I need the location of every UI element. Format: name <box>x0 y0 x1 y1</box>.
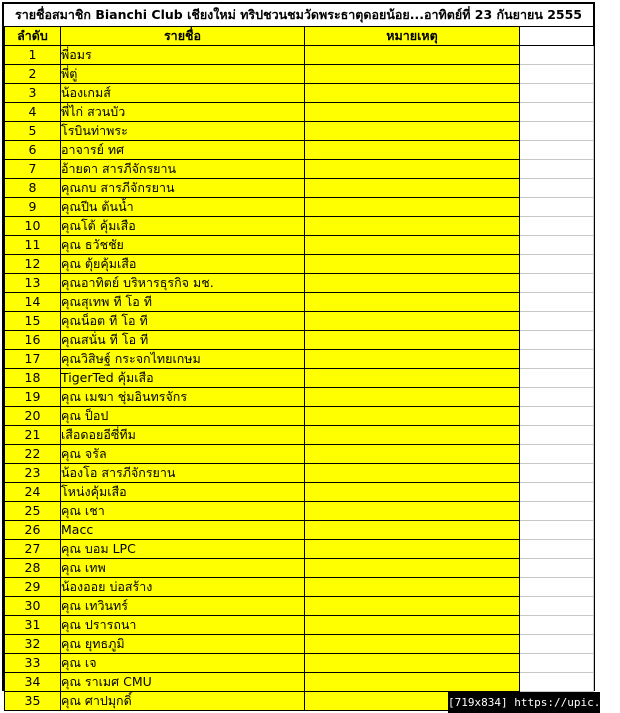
blank-cell <box>520 559 594 578</box>
row-number: 22 <box>5 445 61 464</box>
member-note <box>305 236 520 255</box>
table-row <box>5 236 594 255</box>
row-number: 24 <box>5 483 61 502</box>
member-note <box>305 141 520 160</box>
blank-cell <box>520 293 594 312</box>
table-row <box>5 141 594 160</box>
blank-cell <box>520 198 594 217</box>
table-row <box>5 578 594 597</box>
row-number: 17 <box>5 350 61 369</box>
blank-cell <box>520 350 594 369</box>
table-row <box>5 179 594 198</box>
table-row <box>5 483 594 502</box>
row-number: 28 <box>5 559 61 578</box>
member-name: คุณสุเทพ ที โอ ที <box>61 293 305 312</box>
member-name: โรบินท่าพระ <box>61 122 305 141</box>
member-name: พี่อมร <box>61 46 305 65</box>
table-row <box>5 103 594 122</box>
row-number: 11 <box>5 236 61 255</box>
row-number: 23 <box>5 464 61 483</box>
member-name: คุณ เชา <box>61 502 305 521</box>
member-name: Macc <box>61 521 305 540</box>
blank-cell <box>520 654 594 673</box>
row-number: 20 <box>5 407 61 426</box>
member-name: คุณวิสิษฐ์ กระจกไทยเกษม <box>61 350 305 369</box>
row-number: 3 <box>5 84 61 103</box>
blank-cell <box>520 502 594 521</box>
blank-cell <box>520 217 594 236</box>
blank-cell <box>520 331 594 350</box>
member-note <box>305 255 520 274</box>
member-name: อ้ายดา สารภีจักรยาน <box>61 160 305 179</box>
member-note <box>305 597 520 616</box>
table-row <box>5 255 594 274</box>
member-note <box>305 445 520 464</box>
member-name: คุณกบ สารภีจักรยาน <box>61 179 305 198</box>
member-name: TigerTed คุ้มเสือ <box>61 369 305 388</box>
row-number: 15 <box>5 312 61 331</box>
blank-cell <box>520 236 594 255</box>
blank-cell <box>520 274 594 293</box>
member-note <box>305 426 520 445</box>
member-note <box>305 369 520 388</box>
member-note <box>305 673 520 692</box>
member-name: คุณ ยุทธภูมิ <box>61 635 305 654</box>
member-name: คุณ ป็อป <box>61 407 305 426</box>
table-row <box>5 369 594 388</box>
table-row <box>5 635 594 654</box>
header-note: หมายเหตุ <box>305 27 520 46</box>
member-name: คุณ ตุ้ยคุ้มเสือ <box>61 255 305 274</box>
table-body <box>5 46 594 711</box>
member-note <box>305 293 520 312</box>
member-note <box>305 103 520 122</box>
member-note <box>305 122 520 141</box>
member-name: คุณ ธวัชชัย <box>61 236 305 255</box>
row-number: 6 <box>5 141 61 160</box>
member-note <box>305 331 520 350</box>
blank-cell <box>520 616 594 635</box>
member-note <box>305 654 520 673</box>
blank-cell <box>520 673 594 692</box>
table-row <box>5 160 594 179</box>
blank-cell <box>520 103 594 122</box>
member-note <box>305 559 520 578</box>
table-row <box>5 654 594 673</box>
member-note <box>305 179 520 198</box>
member-name: คุณ เทพ <box>61 559 305 578</box>
table-row <box>5 122 594 141</box>
blank-cell <box>520 388 594 407</box>
member-name: น้องเกมส์ <box>61 84 305 103</box>
member-name: อาจารย์ ทศ <box>61 141 305 160</box>
member-note <box>305 616 520 635</box>
blank-cell <box>520 426 594 445</box>
member-name: คุณ เมฆา ชุ่มอินทรจักร <box>61 388 305 407</box>
row-number: 10 <box>5 217 61 236</box>
table-row <box>5 274 594 293</box>
row-number: 19 <box>5 388 61 407</box>
table-row <box>5 388 594 407</box>
sheet-title: รายชื่อสมาชิก Bianchi Club เชียงใหม่ ทริปชวนชมวัดพระธาตุดอยน้อย...อาทิตย์ที่ 23 กันยายน 2555 <box>14 7 583 22</box>
row-number: 16 <box>5 331 61 350</box>
member-note <box>305 160 520 179</box>
row-number: 27 <box>5 540 61 559</box>
table-row <box>5 559 594 578</box>
member-note <box>305 312 520 331</box>
member-note <box>305 350 520 369</box>
member-note <box>305 635 520 654</box>
member-name: คุณน็อต ที โอ ที <box>61 312 305 331</box>
member-note <box>305 464 520 483</box>
blank-cell <box>520 445 594 464</box>
member-note <box>305 198 520 217</box>
row-number: 35 <box>5 692 61 711</box>
blank-cell <box>520 521 594 540</box>
row-number: 8 <box>5 179 61 198</box>
row-number: 31 <box>5 616 61 635</box>
table-row <box>5 84 594 103</box>
table-row <box>5 217 594 236</box>
member-note <box>305 217 520 236</box>
blank-cell <box>520 312 594 331</box>
member-note <box>305 407 520 426</box>
member-note <box>305 84 520 103</box>
member-name: คุณอาทิตย์ บริหารธุรกิจ มช. <box>61 274 305 293</box>
table-row <box>5 540 594 559</box>
row-number: 18 <box>5 369 61 388</box>
table-row <box>5 65 594 84</box>
blank-cell <box>520 407 594 426</box>
member-name: คุณ ปรารถนา <box>61 616 305 635</box>
member-note <box>305 65 520 84</box>
member-note <box>305 578 520 597</box>
table-row <box>5 198 594 217</box>
row-number: 29 <box>5 578 61 597</box>
member-name: คุณ ราเมศ CMU <box>61 673 305 692</box>
row-number: 4 <box>5 103 61 122</box>
table-row <box>5 46 594 65</box>
header-name: รายชื่อ <box>61 27 305 46</box>
table-row <box>5 464 594 483</box>
table-row <box>5 331 594 350</box>
row-number: 14 <box>5 293 61 312</box>
blank-cell <box>520 179 594 198</box>
member-table <box>4 26 594 711</box>
blank-cell <box>520 597 594 616</box>
member-note <box>305 483 520 502</box>
row-number: 26 <box>5 521 61 540</box>
table-row <box>5 597 594 616</box>
blank-cell <box>520 141 594 160</box>
table-row <box>5 445 594 464</box>
blank-cell <box>520 160 594 179</box>
member-name: น้องออย บ่อสร้าง <box>61 578 305 597</box>
blank-cell <box>520 369 594 388</box>
member-name: พี่ไก่ สวนบัว <box>61 103 305 122</box>
member-name: คุณ บอม LPC <box>61 540 305 559</box>
row-number: 25 <box>5 502 61 521</box>
member-name: เสือดอยอีซี่ทีม <box>61 426 305 445</box>
blank-cell <box>520 483 594 502</box>
row-number: 13 <box>5 274 61 293</box>
table-row <box>5 407 594 426</box>
row-number: 2 <box>5 65 61 84</box>
blank-cell <box>520 27 594 46</box>
blank-cell <box>520 635 594 654</box>
row-number: 32 <box>5 635 61 654</box>
member-note <box>305 274 520 293</box>
row-number: 12 <box>5 255 61 274</box>
member-note <box>305 388 520 407</box>
row-number: 7 <box>5 160 61 179</box>
blank-cell <box>520 540 594 559</box>
table-row <box>5 312 594 331</box>
member-note <box>305 540 520 559</box>
table-row <box>5 673 594 692</box>
blank-cell <box>520 84 594 103</box>
table-row <box>5 616 594 635</box>
table-row <box>5 426 594 445</box>
blank-cell <box>520 578 594 597</box>
header-row <box>5 27 594 46</box>
member-name: โหน่งคุ้มเสือ <box>61 483 305 502</box>
row-number: 30 <box>5 597 61 616</box>
member-note <box>305 521 520 540</box>
row-number: 9 <box>5 198 61 217</box>
member-name: คุณ เทวินทร์ <box>61 597 305 616</box>
member-name: พี่ตู่ <box>61 65 305 84</box>
member-name: คุณ เจ <box>61 654 305 673</box>
member-name: คุณ ศาปมุกดิ์ <box>61 692 305 711</box>
row-number: 33 <box>5 654 61 673</box>
blank-cell <box>520 65 594 84</box>
table-row <box>5 350 594 369</box>
table-row <box>5 521 594 540</box>
watermark: [719x834] https://upic.me/ <box>448 692 600 713</box>
row-number: 5 <box>5 122 61 141</box>
member-note <box>305 46 520 65</box>
blank-cell <box>520 464 594 483</box>
blank-cell <box>520 255 594 274</box>
member-name: น้องโอ สารภีจักรยาน <box>61 464 305 483</box>
member-name: คุณโต้ คุ้มเสือ <box>61 217 305 236</box>
row-number: 34 <box>5 673 61 692</box>
member-name: คุณสนั่น ที โอ ที <box>61 331 305 350</box>
member-note <box>305 502 520 521</box>
table-row <box>5 502 594 521</box>
table-row <box>5 293 594 312</box>
member-name: คุณ จรัล <box>61 445 305 464</box>
header-no: ลำดับ <box>5 27 61 46</box>
row-number: 1 <box>5 46 61 65</box>
blank-cell <box>520 46 594 65</box>
row-number: 21 <box>5 426 61 445</box>
blank-cell <box>520 122 594 141</box>
member-name: คุณปีน ต้นน้ำ <box>61 198 305 217</box>
